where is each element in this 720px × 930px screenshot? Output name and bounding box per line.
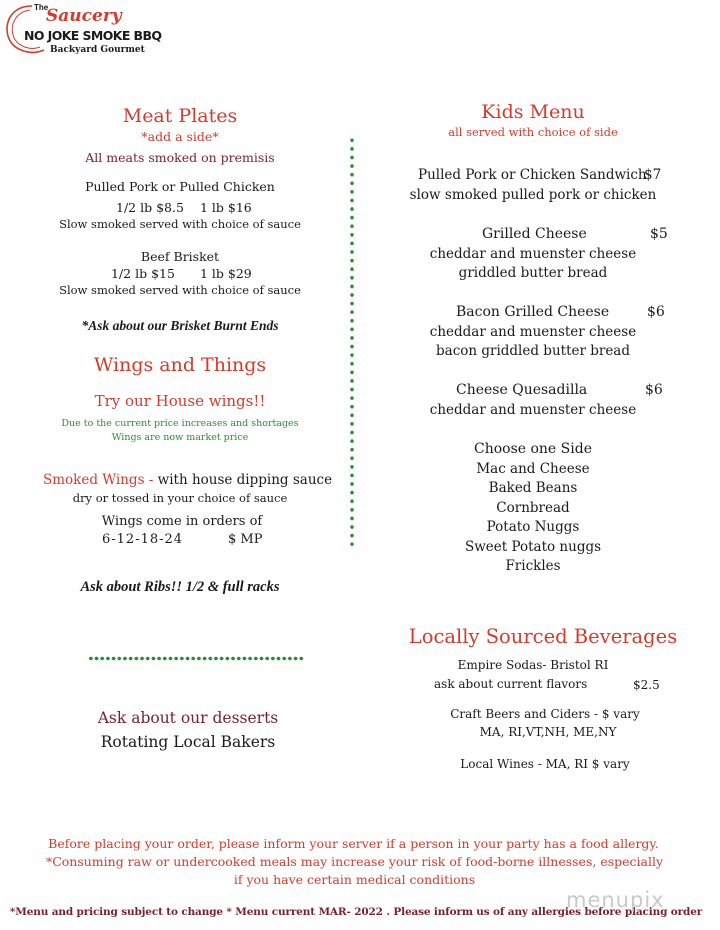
side-item: Sweet Potato nuggs: [464, 539, 602, 555]
beverage-item: Empire Sodas- Bristol RI: [457, 658, 609, 672]
side-item: Baked Beans: [488, 480, 578, 496]
smoked-wings-desc: dry or tossed in your choice of sauce: [72, 491, 288, 505]
desserts-title: Ask about our desserts: [97, 709, 279, 727]
kids-item-desc: slow smoked pulled pork or chicken: [409, 187, 657, 203]
menu-disclaimer: *Menu and pricing subject to change * Menu current MAR- 2022 . Please inform us of any allergies before placing order: [9, 906, 703, 918]
watermark: menupix: [566, 888, 665, 912]
beverage-price: $2.5: [633, 678, 660, 692]
smoked-wings-name: Smoked Wings -: [43, 472, 154, 488]
smoked-premises-note: All meats smoked on premisis: [85, 150, 275, 165]
price-half-lb: 1/2 lb $15: [111, 266, 175, 281]
price-full-lb: 1 lb $29: [200, 266, 252, 281]
side-item: Potato Nuggs: [486, 519, 580, 535]
kids-item-desc: bacon griddled butter bread: [436, 343, 630, 359]
side-item: Mac and Cheese: [476, 461, 590, 477]
beverage-item: Local Wines - MA, RI $ vary: [460, 757, 630, 771]
ribs-note: Ask about Ribs!! 1/2 & full racks: [80, 579, 280, 595]
add-side-note: *add a side*: [141, 129, 219, 144]
kids-item-desc: cheddar and muenster cheese: [429, 402, 637, 418]
restaurant-logo: [0, 0, 190, 60]
kids-menu-title: Kids Menu: [481, 101, 585, 123]
wings-title: Wings and Things: [93, 354, 267, 376]
beverage-item: Craft Beers and Ciders - $ vary: [450, 707, 640, 721]
smoked-wings-detail: with house dipping sauce: [157, 472, 333, 488]
price-half-lb: 1/2 lb $8.5: [116, 200, 184, 215]
logo-the: The: [34, 3, 49, 12]
logo-saucery: Saucery: [46, 6, 122, 26]
kids-item-name: Pulled Pork or Chicken Sandwich: [418, 167, 647, 183]
desserts-sub: Rotating Local Bakers: [100, 733, 276, 751]
kids-item-price: $5: [650, 226, 668, 242]
allergy-notice: Before placing your order, please inform your server if a person in your party has a food allergy.: [48, 836, 659, 851]
beverages-title: Locally Sourced Beverages: [408, 625, 678, 648]
kids-item-price: $7: [644, 167, 662, 183]
kids-item-desc: cheddar and muenster cheese: [429, 324, 637, 340]
menu-item-desc: Slow smoked served with choice of sauce: [59, 217, 301, 231]
menu-item-name: Pulled Pork or Pulled Chicken: [85, 179, 275, 194]
beverage-desc: MA, RI,VT,NH, ME,NY: [479, 725, 617, 739]
dotted-divider: [88, 656, 304, 661]
kids-item-name: Grilled Cheese: [482, 226, 587, 242]
kids-item-name: Cheese Quesadilla: [456, 382, 588, 398]
menu-item-name: Beef Brisket: [140, 249, 220, 264]
sides-title: Choose one Side: [473, 441, 592, 457]
side-item: Frickles: [505, 558, 561, 574]
smoked-wings-item: [43, 472, 332, 488]
kids-item-price: $6: [647, 304, 665, 320]
house-wings-note: Try our House wings!!: [94, 392, 266, 410]
burnt-ends-note: *Ask about our Brisket Burnt Ends: [81, 318, 279, 333]
logo-subtitle: Backyard Gourmet: [50, 45, 145, 55]
side-item: Cornbread: [496, 500, 570, 516]
column-divider: [350, 136, 354, 550]
price-notice: Due to the current price increases and shortages: [61, 418, 299, 429]
logo-main-text: NO JOKE SMOKE BBQ: [24, 28, 162, 43]
allergy-notice: *Consuming raw or undercooked meals may increase your risk of food-borne illnesses, especially: [45, 854, 664, 869]
kids-item-desc: griddled butter bread: [458, 265, 608, 281]
price-notice: Wings are now market price: [111, 432, 249, 443]
kids-menu-subtitle: all served with choice of side: [448, 125, 618, 139]
kids-item-desc: cheddar and muenster cheese: [429, 246, 637, 262]
wing-counts: 6-12-18-24: [102, 532, 184, 547]
price-full-lb: 1 lb $16: [200, 200, 252, 215]
kids-item-name: Bacon Grilled Cheese: [456, 304, 610, 320]
wings-price: $ MP: [228, 532, 263, 547]
menu-item-desc: Slow smoked served with choice of sauce: [59, 283, 301, 297]
beverage-desc: ask about current flavors: [434, 677, 588, 691]
allergy-notice: if you have certain medical conditions: [233, 872, 476, 887]
meat-plates-title: Meat Plates: [122, 105, 238, 127]
wings-orders: Wings come in orders of: [101, 514, 263, 529]
kids-item-price: $6: [645, 382, 663, 398]
